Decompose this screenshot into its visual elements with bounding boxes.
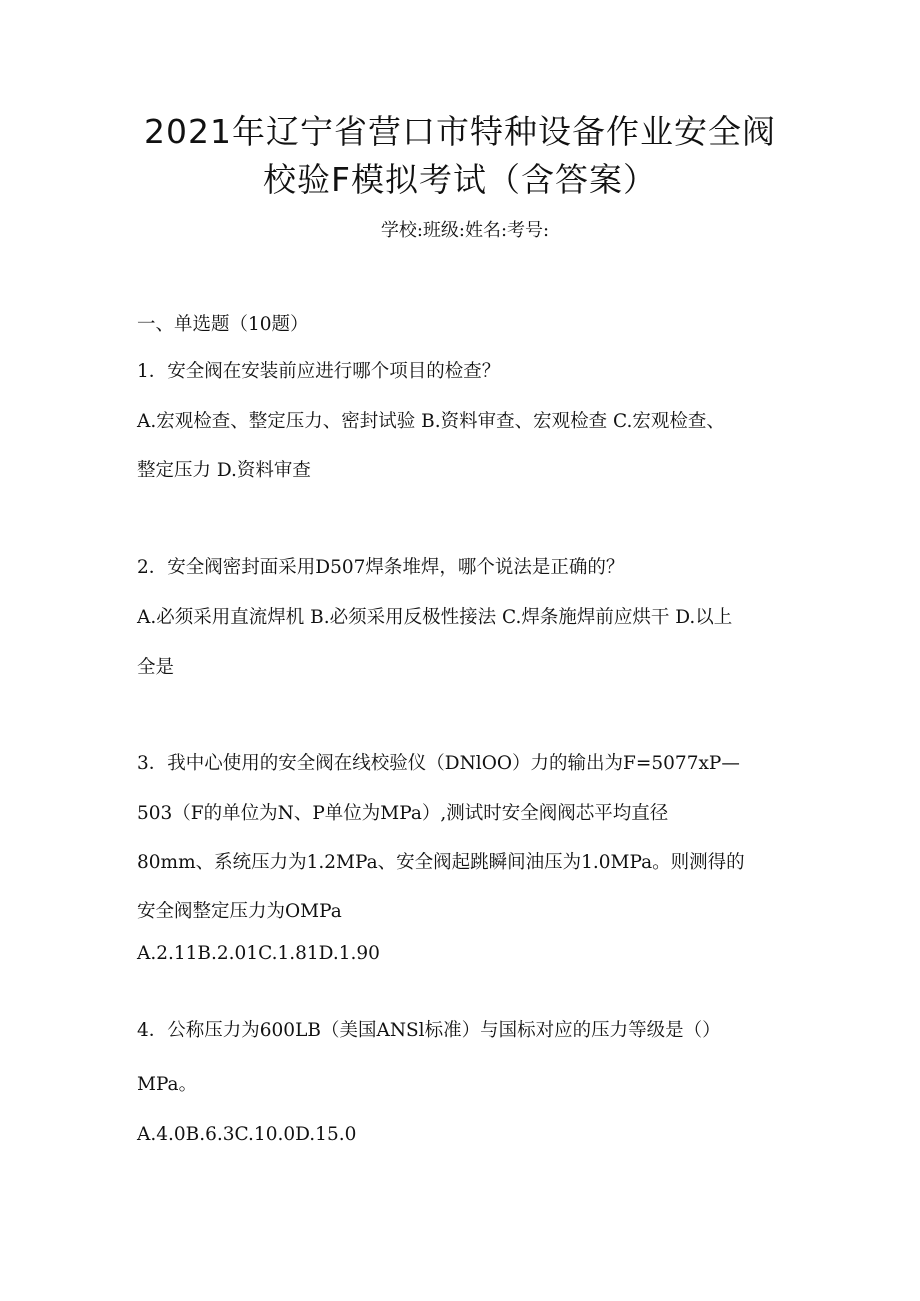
question-3-text-line-4: 安全阀整定压力为OMPa — [137, 901, 342, 922]
question-3-text-line-1: 3．我中心使用的安全阀在线校验仪（DNlOO）力的输出为F=5077xP— — [137, 753, 740, 774]
question-1-options-line-1: A.宏观检查、整定压力、密封试验 B.资料审查、宏观检查 C.宏观检查、 — [137, 411, 725, 432]
exam-title-line-2: 校验F模拟考试（含答案） — [263, 160, 657, 199]
question-4-options: A.4.0B.6.3C.10.0D.15.0 — [137, 1124, 357, 1145]
exam-title-line-1: 2021年辽宁省营口市特种设备作业安全阀 — [144, 112, 776, 151]
student-info-line: 学校:班级:姓名:考号: — [380, 220, 550, 241]
section-heading: 一、单选题（10题） — [137, 314, 309, 335]
question-3-text-line-2: 503（F的单位为N、P单位为MPa）,测试时安全阀阀芯平均直径 — [137, 803, 669, 824]
question-3-options: A.2.11B.2.01C.1.81D.1.90 — [137, 943, 380, 964]
question-2-text: 2．安全阀密封面采用D507焊条堆焊，哪个说法是正确的？ — [137, 557, 625, 578]
question-4-text-line-1: 4．公称压力为600LB（美国ANSl标准）与国标对应的压力等级是（） — [137, 1020, 721, 1041]
question-2-options-line-2: 全是 — [137, 657, 175, 678]
question-2-options-line-1: A.必须采用直流焊机 B.必须采用反极性接法 C.焊条施焊前应烘干 D.以上 — [137, 607, 733, 628]
question-3-text-line-3: 80mm、系统压力为1.2MPa、安全阀起跳瞬间油压为1.0MPa。则测得的 — [137, 852, 745, 873]
question-4-text-line-2: MPa。 — [137, 1074, 198, 1095]
question-1-text: 1．安全阀在安装前应进行哪个项目的检查？ — [137, 361, 501, 382]
question-1-options-line-2: 整定压力 D.资料审查 — [137, 460, 311, 481]
